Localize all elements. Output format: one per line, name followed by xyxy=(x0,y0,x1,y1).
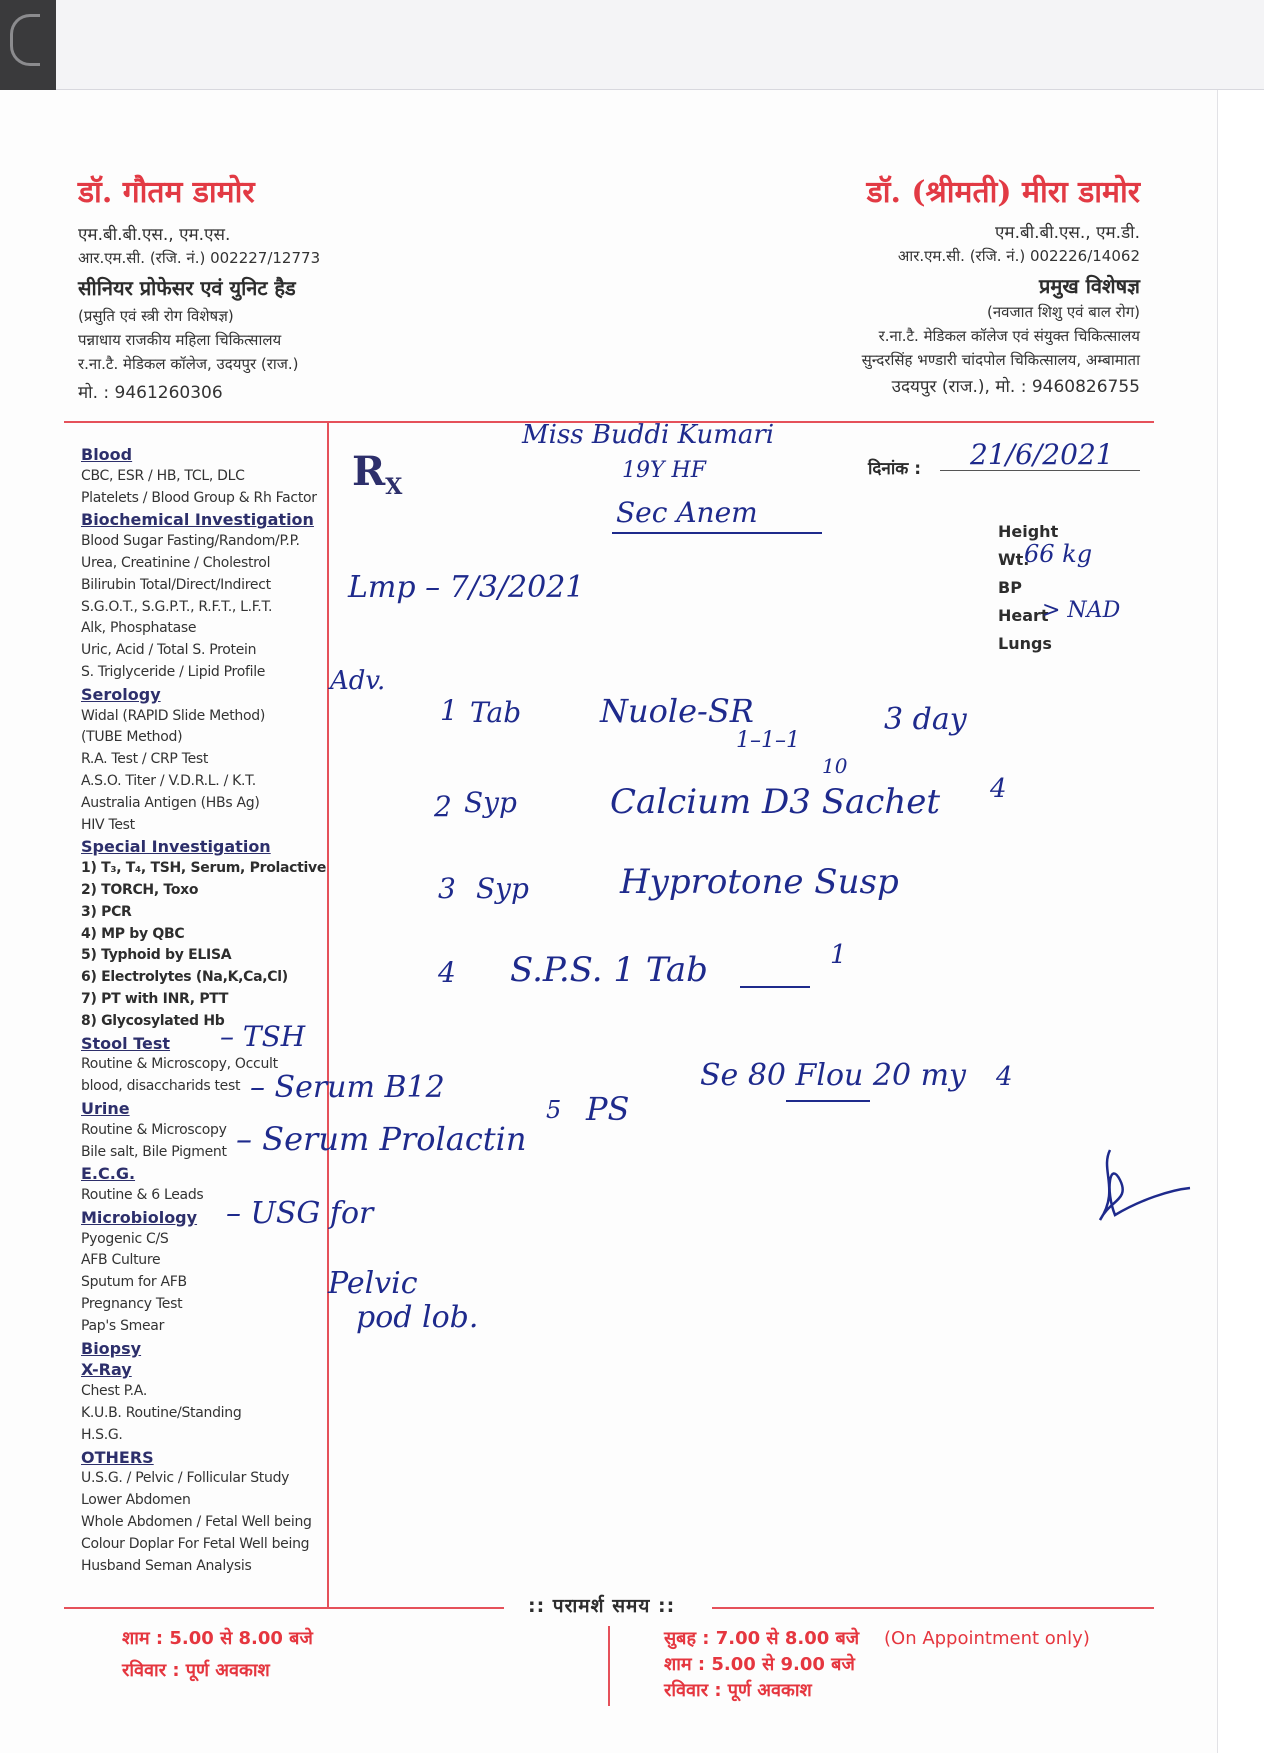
patient-age: 19Y HF xyxy=(622,458,706,483)
sidebar-test-item: U.S.G. / Pelvic / Follicular Study xyxy=(81,1470,290,1487)
sidebar-test-item: (TUBE Method) xyxy=(81,729,183,746)
sidebar-test-item: 5) Typhoid by ELISA xyxy=(81,947,232,964)
sidebar-test-item: Uric, Acid / Total S. Protein xyxy=(81,642,257,659)
sidebar-test-item: Bilirubin Total/Direct/Indirect xyxy=(81,576,271,593)
sidebar-section-heading: Serology xyxy=(81,684,161,704)
rx2-form: Syp xyxy=(464,786,517,819)
sidebar-test-item: 6) Electrolytes (Na,K,Ca,Cl) xyxy=(81,969,288,986)
rx1-dose: 1–1–1 xyxy=(736,728,800,753)
rx5-text: Se 80 Flou 20 my xyxy=(700,1058,966,1093)
inv-prolactin: – Serum Prolactin xyxy=(236,1120,527,1158)
vital-heart: Heart xyxy=(998,606,1049,625)
sidebar-test-item: S. Triglyceride / Lipid Profile xyxy=(81,663,266,680)
sidebar-test-item: Lower Abdomen xyxy=(81,1492,191,1509)
patient-name: Miss Buddi Kumari xyxy=(522,420,775,450)
sidebar-section-heading: OTHERS xyxy=(81,1447,154,1467)
sidebar-test-item: 1) T₃, T₄, TSH, Serum, Prolactive xyxy=(81,860,327,877)
sidebar-test-item: 3) PCR xyxy=(81,903,132,920)
rx5-underline xyxy=(786,1100,870,1102)
rx4-underline xyxy=(740,986,810,988)
sidebar-section-heading: Microbiology xyxy=(81,1207,198,1227)
sidebar-section-heading: X-Ray xyxy=(81,1360,132,1380)
sidebar-test-item: Widal (RAPID Slide Method) xyxy=(81,707,266,724)
right-morning-hours: सुबह : 7.00 से 8.00 बजे xyxy=(664,1628,860,1649)
diagnosis: Sec Anem xyxy=(616,496,758,529)
date-handwritten: 21/6/2021 xyxy=(970,438,1114,471)
sidebar-test-item: Pregnancy Test xyxy=(81,1296,183,1313)
rx2-qty: 4 xyxy=(990,774,1007,804)
left-doctor-designation: सीनियर प्रोफेसर एवं युनिट हैड xyxy=(78,276,296,300)
sidebar-test-item: 7) PT with INR, PTT xyxy=(81,990,229,1007)
right-doctor-hospital: सुन्दरसिंह भण्डारी चांदपोल चिकित्सालय, अम्बामाता xyxy=(861,351,1140,369)
sidebar-test-item: Australia Antigen (HBs Ag) xyxy=(81,794,260,811)
sidebar-section-heading: Stool Test xyxy=(81,1033,171,1053)
rx4-name: S.P.S. 1 Tab xyxy=(510,950,708,990)
right-doctor-specialty: (नवजात शिशु एवं बाल रोग) xyxy=(986,303,1140,321)
sidebar-test-item: Sputum for AFB xyxy=(81,1274,187,1291)
advice-label: Adv. xyxy=(330,666,386,696)
sidebar-test-item: Chest P.A. xyxy=(81,1383,147,1400)
footer-divider xyxy=(608,1626,610,1706)
left-doctor-mobile: मो. : 9461260306 xyxy=(78,383,223,403)
right-appointment-note: (On Appointment only) xyxy=(884,1628,1090,1649)
diagnosis-underline xyxy=(612,532,822,534)
sidebar-test-item: K.U.B. Routine/Standing xyxy=(81,1405,242,1422)
sidebar-test-item: Blood Sugar Fasting/Random/P.P. xyxy=(81,533,300,550)
inv-pod-lob: pod lob. xyxy=(356,1300,479,1335)
left-doctor-college: र.ना.टै. मेडिकल कॉलेज, उदयपुर (राज.) xyxy=(78,355,299,373)
rx3-num: 3 xyxy=(438,872,456,905)
sidebar-test-item: CBC, ESR / HB, TCL, DLC xyxy=(81,467,245,484)
right-doctor-designation: प्रमुख विशेषज्ञ xyxy=(1039,274,1140,298)
sidebar-section-heading: E.C.G. xyxy=(81,1164,136,1184)
sidebar-section-heading: Blood xyxy=(81,445,133,464)
sidebar-test-item: blood, disaccharids test xyxy=(81,1078,241,1095)
rx-symbol: $R_X$ xyxy=(352,448,403,500)
clip-icon xyxy=(10,14,40,66)
inv-tsh: – TSH xyxy=(220,1020,306,1053)
sidebar-test-item: 8) Glycosylated Hb xyxy=(81,1012,225,1029)
rx3-name: Hyprotone Susp xyxy=(620,862,899,902)
consult-divider-left xyxy=(64,1607,504,1609)
sidebar-test-item: Colour Doplar For Fetal Well being xyxy=(81,1535,310,1552)
date-label: दिनांक : xyxy=(868,459,922,479)
sidebar-test-item: Husband Seman Analysis xyxy=(81,1557,252,1574)
rx1-qty: 10 xyxy=(822,754,848,778)
right-doctor-college: र.ना.टै. मेडिकल कॉलेज एवं संयुक्त चिकित्सालय xyxy=(878,327,1140,345)
left-sunday: रविवार : पूर्ण अवकाश xyxy=(122,1660,270,1681)
left-doctor-name: डॉ. गौतम डामोर xyxy=(78,175,255,210)
rx2-name: Calcium D3 Sachet xyxy=(610,782,941,822)
sidebar-test-item: Routine & Microscopy, Occult xyxy=(81,1056,278,1073)
heart-handwritten: > NAD xyxy=(1042,598,1121,623)
tests-sidebar xyxy=(81,444,327,1577)
signature xyxy=(1080,1130,1200,1250)
rx5-qty: 4 xyxy=(996,1062,1013,1092)
vital-weight: Wt. xyxy=(998,550,1030,569)
sidebar-test-item: Platelets / Blood Group & Rh Factor xyxy=(81,489,317,506)
sidebar-test-item: Pyogenic C/S xyxy=(81,1230,169,1247)
rx1-form: Tab xyxy=(470,696,522,729)
right-doctor-city-mobile: उदयपुर (राज.), मो. : 9460826755 xyxy=(891,377,1140,397)
scan-top-strip xyxy=(0,0,1264,90)
lmp: Lmp – 7/3/2021 xyxy=(348,570,585,605)
sidebar-test-item: Routine & Microscopy xyxy=(81,1121,227,1138)
rx4-qty: 1 xyxy=(830,940,847,970)
sidebar-test-item: R.A. Test / CRP Test xyxy=(81,751,209,768)
left-evening-hours: शाम : 5.00 से 8.00 बजे xyxy=(122,1628,313,1649)
rx1-name: Nuole-SR xyxy=(600,692,754,730)
sidebar-test-item: Urea, Creatinine / Cholestrol xyxy=(81,554,271,571)
weight-handwritten: 66 kg xyxy=(1024,540,1093,568)
left-doctor-degree: एम.बी.बी.एस., एम.एस. xyxy=(78,225,231,245)
right-doctor-name: डॉ. (श्रीमती) मीरा डामोर xyxy=(866,175,1140,210)
sidebar-divider xyxy=(327,421,329,1607)
vital-height: Height xyxy=(998,522,1059,541)
consult-divider-right xyxy=(712,1607,1154,1609)
sidebar-section-heading: Special Investigation xyxy=(81,837,271,857)
inv-usg: – USG for xyxy=(226,1196,374,1231)
scan-clip-area xyxy=(0,0,56,90)
inv-serum-b12: – Serum B12 xyxy=(250,1070,445,1105)
inv-ps: PS xyxy=(586,1090,630,1128)
sidebar-test-item: S.G.O.T., S.G.P.T., R.F.T., L.F.T. xyxy=(81,598,273,615)
right-doctor-degree: एम.बी.बी.एस., एम.डी. xyxy=(995,223,1140,243)
vital-lungs: Lungs xyxy=(998,634,1052,653)
sidebar-section-heading: Biopsy xyxy=(81,1338,142,1358)
left-doctor-reg: आर.एम.सी. (रजि. नं.) 002227/12773 xyxy=(78,249,321,267)
sidebar-test-item: A.S.O. Titer / V.D.R.L. / K.T. xyxy=(81,772,256,789)
right-evening-hours: शाम : 5.00 से 9.00 बजे xyxy=(664,1654,855,1675)
left-doctor-hospital: पन्नाधाय राजकीय महिला चिकित्सालय xyxy=(78,331,282,349)
sidebar-test-item: Bile salt, Bile Pigment xyxy=(81,1143,227,1160)
inv-pelvic: Pelvic xyxy=(328,1266,418,1301)
consult-title: :: परामर्श समय :: xyxy=(528,1595,676,1617)
rx2-num: 2 xyxy=(434,790,452,823)
vital-bp: BP xyxy=(998,578,1022,597)
vitals-block xyxy=(998,518,1058,658)
sidebar-test-item: 2) TORCH, Toxo xyxy=(81,881,199,898)
sidebar-test-item: Alk, Phosphatase xyxy=(81,620,197,637)
rx3-form: Syp xyxy=(476,872,529,905)
rx1-days: 3 day xyxy=(884,702,967,737)
sidebar-test-item: HIV Test xyxy=(81,816,135,833)
sidebar-section-heading: Biochemical Investigation xyxy=(81,510,314,530)
right-doctor-reg: आर.एम.सी. (रजि. नं.) 002226/14062 xyxy=(897,247,1140,265)
sidebar-section-heading: Urine xyxy=(81,1098,130,1118)
sidebar-test-item: H.S.G. xyxy=(81,1426,123,1443)
left-doctor-specialty: (प्रसुति एवं स्त्री रोग विशेषज्ञ) xyxy=(78,307,234,325)
inv-ps-num: 5 xyxy=(546,1096,562,1124)
rx4-num: 4 xyxy=(438,956,456,989)
rx1-num: 1 xyxy=(440,694,458,727)
sidebar-test-item: Routine & 6 Leads xyxy=(81,1187,204,1204)
sidebar-test-item: Pap's Smear xyxy=(81,1317,165,1334)
sidebar-test-item: Whole Abdomen / Fetal Well being xyxy=(81,1514,312,1531)
right-sunday: रविवार : पूर्ण अवकाश xyxy=(664,1680,812,1701)
sidebar-test-item: AFB Culture xyxy=(81,1252,161,1269)
sidebar-test-item: 4) MP by QBC xyxy=(81,925,185,942)
